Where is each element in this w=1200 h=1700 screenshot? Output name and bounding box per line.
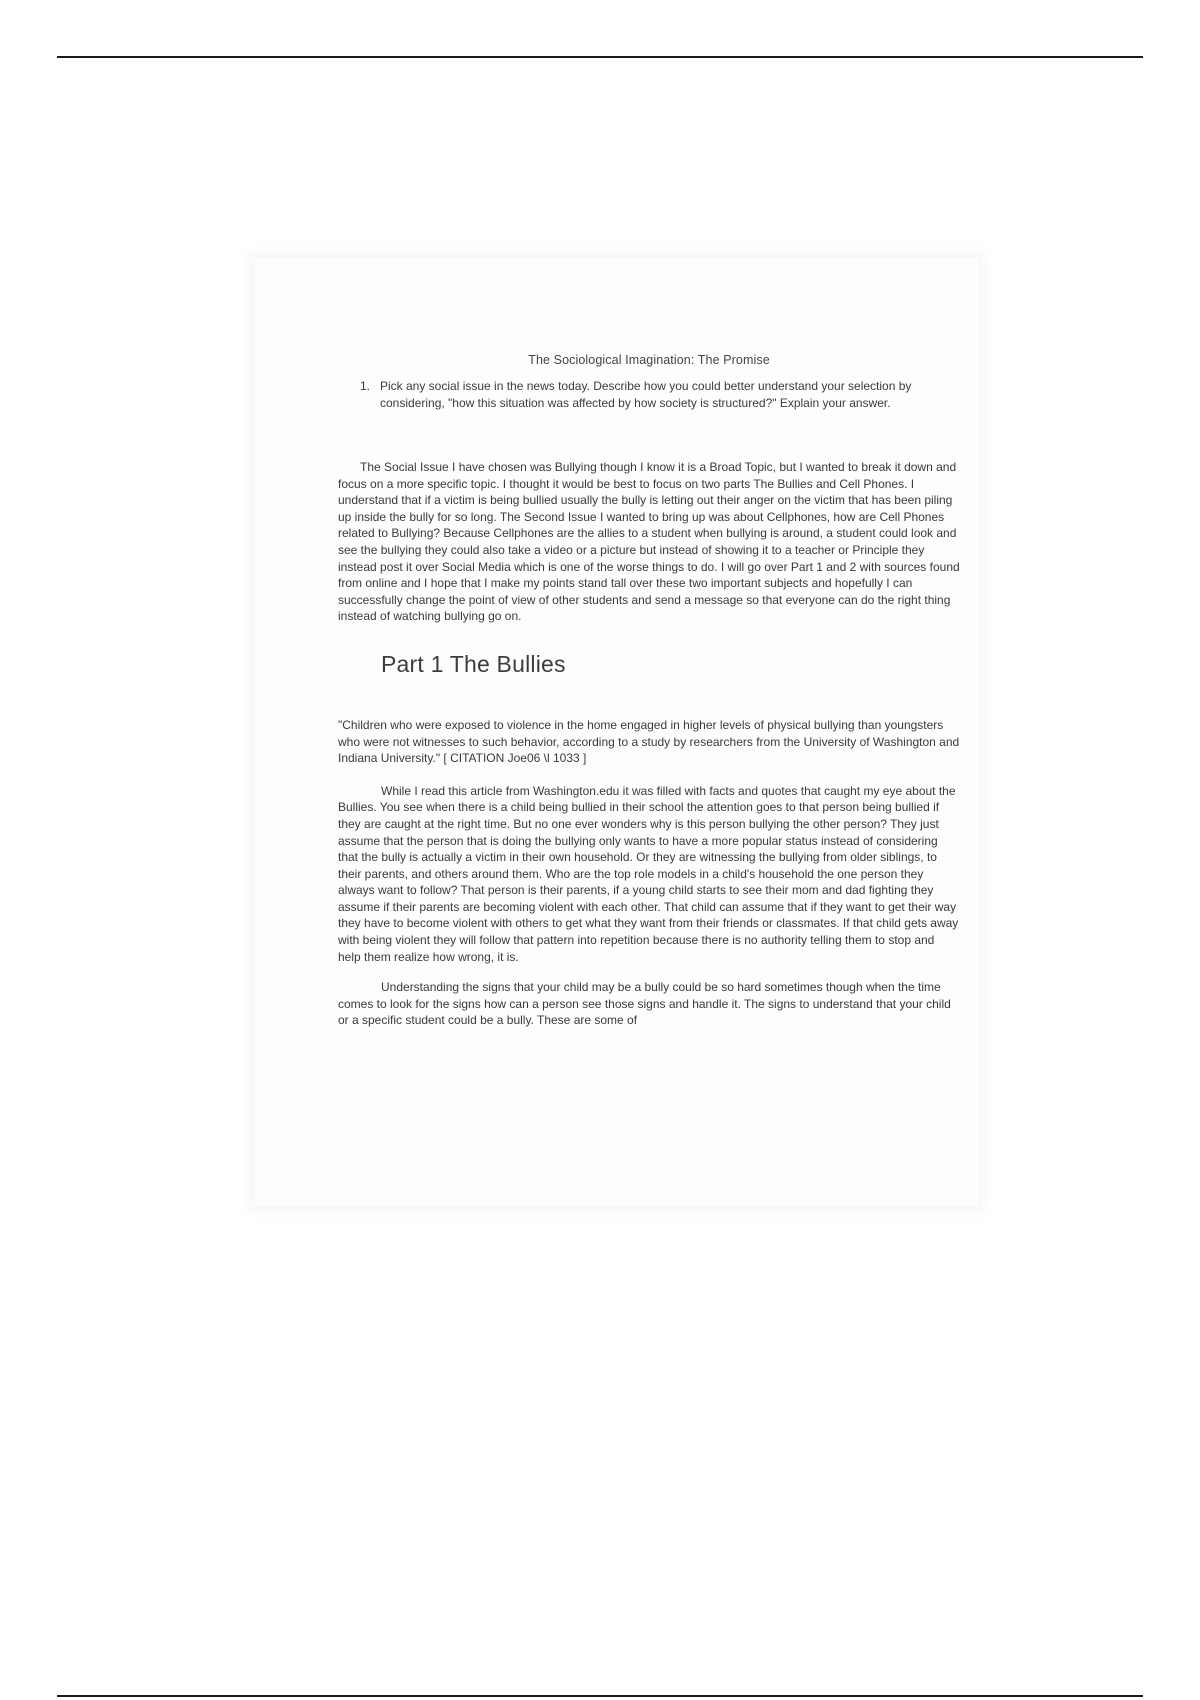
bottom-rule (57, 1695, 1143, 1697)
intro-paragraph: The Social Issue I have chosen was Bullying though I know it is a Broad Topic, but I wanted to break it down and focus on a more specific topic. I thought it would be best to focus on two parts The Bullies and Cell Phones. I understand that if a victim is being bullied usually the bully is letting out their anger on the victim that has been piling up inside the bully for so long. The Second Issue I wanted to bring up was about Cellphones, how are Cell Phones related to Bullying? Because Cellphones are the allies to a student when bullying is around, a student could look and see the bullying they could also take a video or a picture but instead of showing it to a teacher or Principle they instead post it over Social Media which is one of the worse things to do. I will go over Part 1 and 2 with sources found from online and I hope that I make my points stand tall over these two important subjects and hopefully I can successfully change the point of view of other students and send a message so that everyone can do the right thing instead of watching bullying go on. (338, 460, 960, 624)
question-text: Pick any social issue in the news today. Describe how you could better understand your selection by considering, "how this situation was affected by how society is structured?" Explain your answer. (380, 379, 912, 410)
question-number: 1. (360, 379, 371, 393)
document-title: The Sociological Imagination: The Promise (528, 353, 770, 367)
body-paragraph: Understanding the signs that your child may be a bully could be so hard sometimes though when the time comes to look for the signs how can a person see those signs and handle it. The signs to understand that your child or a specific student could be a bully. These are some of (338, 980, 951, 1028)
body-paragraph: While I read this article from Washington.edu it was filled with facts and quotes that caught my eye about the Bullies. You see when there is a child being bullied in their school the attention goes to that person being bullied if they are caught at the right time. But no one ever wonders why is this person bullying the other person? They just assume that the person that is doing the bullying only wants to have a more popular status instead of considering that the bully is actually a victim in their own household. Or they are witnessing the bullying from older siblings, to their parents, and others around them. Who are the top role models in a child's household the one person they always want to follow? That person is their parents, if a young child starts to see their mom and dad fighting they assume if their parents are becoming violent with each other. That child can assume that if they want to get their way they have to become violent with others to get what they want from their friends or classmates. If that child gets away with being violent they will follow that pattern into repetition because there is no authority telling them to stop and help them realize how wrong, it is. (338, 783, 959, 964)
top-rule (57, 56, 1143, 58)
quote-paragraph: "Children who were exposed to violence in the home engaged in higher levels of physical bullying than youngsters who were not witnesses to such behavior, according to a study by researchers from the University of Washington and Indiana University." [ CITATION Joe06 \l 1033 ] (338, 717, 960, 766)
document-content (338, 353, 960, 1029)
question-item (360, 378, 960, 412)
section-heading: Part 1 The Bullies (381, 650, 566, 677)
